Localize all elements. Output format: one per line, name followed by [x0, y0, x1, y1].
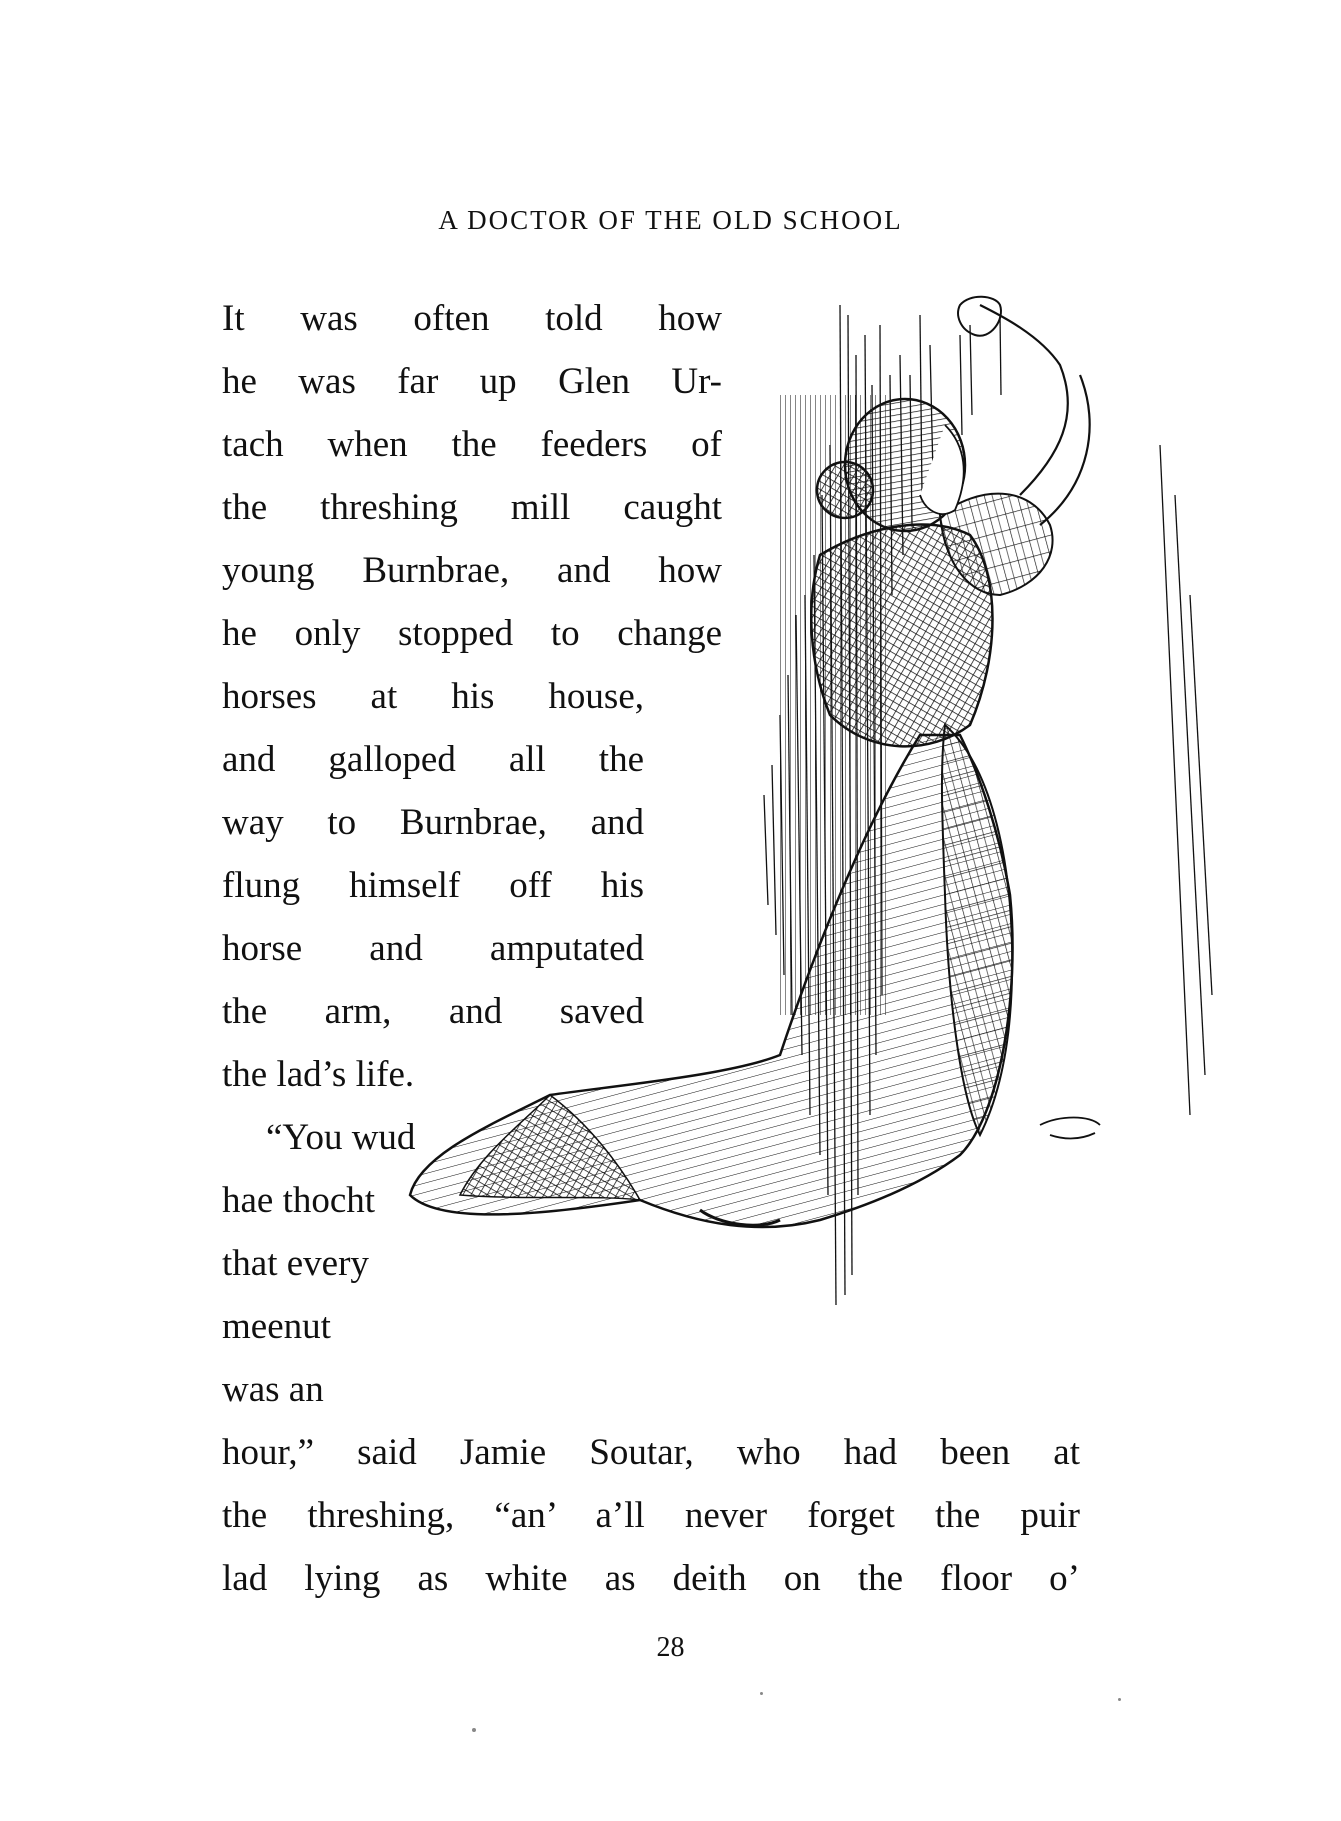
text-line: he only stopped to change: [222, 613, 722, 654]
text-line: hour,” said Jamie Soutar, who had been at: [222, 1432, 1080, 1473]
text-line: the lad’s life.: [222, 1054, 415, 1095]
text-line: meenut: [222, 1306, 331, 1347]
text-line: It was often told how: [222, 298, 722, 339]
text-line: the arm, and saved: [222, 991, 644, 1032]
text-line: was an: [222, 1369, 324, 1410]
text-line: flung himself off his: [222, 865, 644, 906]
text-line: and galloped all the: [222, 739, 644, 780]
hand: [958, 297, 1001, 336]
kneeling-woman-illustration: [400, 295, 1230, 1415]
text-line: “You wud: [266, 1117, 416, 1158]
text-line: the threshing, “an’ a’ll never forget the puir: [222, 1495, 1080, 1536]
text-line: young Burnbrae, and how: [222, 550, 722, 591]
text-line: hae thocht: [222, 1180, 376, 1221]
text-line: horse and amputated: [222, 928, 644, 969]
text-line: tach when the feeders of: [222, 424, 722, 465]
text-line: horses at his house,: [222, 676, 644, 717]
raised-arm: [980, 305, 1090, 525]
paper-speck: [760, 1692, 763, 1695]
artist-monogram: [1040, 1118, 1100, 1139]
text-line: lad lying as white as deith on the floor o’: [222, 1558, 1080, 1599]
text-line: the threshing mill caught: [222, 487, 722, 528]
paper-speck: [1118, 1698, 1121, 1701]
paper-speck: [472, 1728, 476, 1732]
running-head: A DOCTOR OF THE OLD SCHOOL: [438, 205, 903, 235]
text-line: that every: [222, 1243, 369, 1284]
text-line: he was far up Glen Ur-: [222, 361, 722, 402]
page-number: 28: [656, 1632, 685, 1663]
text-line: way to Burnbrae, and: [222, 802, 644, 843]
hair-bun: [817, 462, 873, 518]
